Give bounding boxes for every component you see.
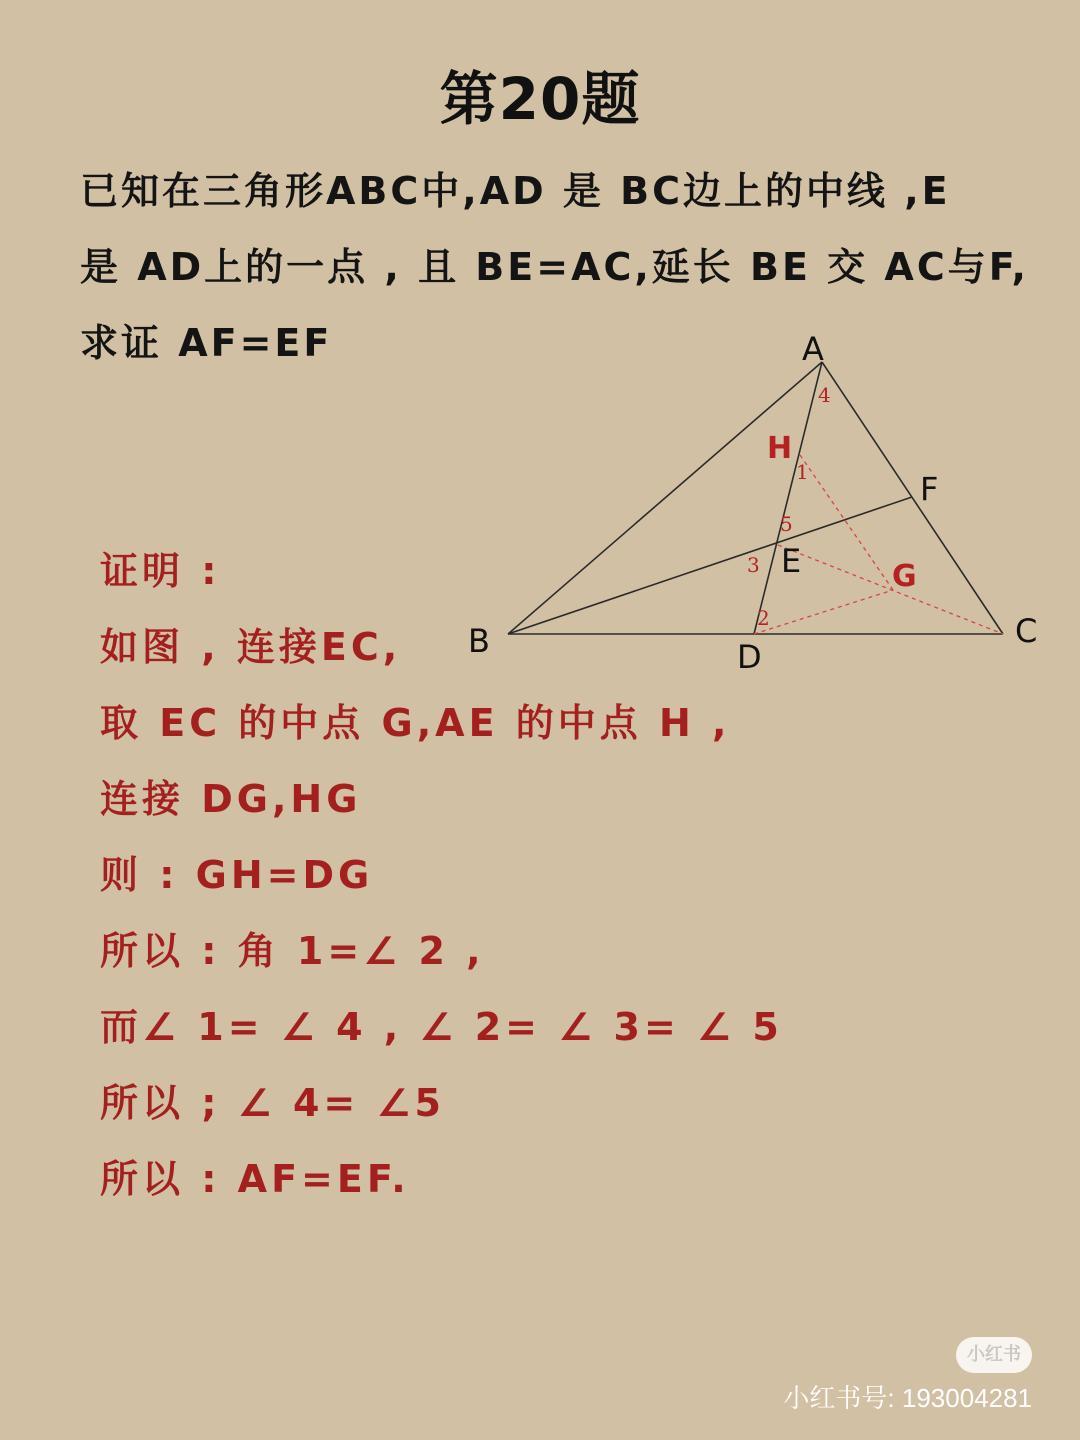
- angle-label-4: 4: [818, 383, 831, 407]
- problem-line-1: 已知在三角形ABC中,AD 是 BC边上的中线 ,E: [80, 169, 951, 213]
- angle-label-5: 5: [780, 512, 793, 536]
- angle-label-1: 1: [796, 460, 809, 484]
- segment-hg: [800, 455, 893, 590]
- proof-line-3: 取 EC 的中点 G,AE 的中点 H ,: [100, 701, 731, 745]
- problem-line-2: 是 AD上的一点 , 且 BE=AC,延长 BE 交 AC与F,: [80, 245, 1029, 289]
- label-point-c: C: [1015, 612, 1038, 650]
- watermark-badge: 小红书: [956, 1337, 1032, 1373]
- label-point-g: G: [892, 559, 917, 594]
- proof-line-6: 所以 : 角 1=∠ 2 ,: [100, 929, 485, 973]
- label-point-b: B: [468, 622, 490, 660]
- label-point-h: H: [767, 431, 793, 466]
- angle-label-3: 3: [747, 553, 760, 577]
- segment-ad: [754, 362, 822, 634]
- segment-ab: [508, 362, 822, 634]
- watermark-id: 小红书号: 193004281: [783, 1383, 1032, 1413]
- proof-line-4: 连接 DG,HG: [100, 777, 362, 821]
- proof-line-7: 而∠ 1= ∠ 4 , ∠ 2= ∠ 3= ∠ 5: [100, 1005, 783, 1049]
- proof-line-1: 证明 :: [100, 549, 221, 593]
- proof-line-8: 所以 ; ∠ 4= ∠5: [100, 1081, 445, 1125]
- angle-label-2: 2: [757, 606, 770, 630]
- label-point-e: E: [781, 542, 802, 580]
- segment-dg: [754, 590, 893, 634]
- proof-line-2: 如图 , 连接EC,: [100, 625, 402, 669]
- label-point-d: D: [737, 638, 762, 676]
- label-point-f: F: [920, 470, 939, 508]
- problem-line-3: 求证 AF=EF: [80, 321, 333, 365]
- segment-bf: [508, 497, 912, 634]
- page-title: 第20题: [439, 65, 641, 133]
- segment-ec: [778, 545, 1003, 634]
- proof-line-5: 则 : GH=DG: [100, 853, 374, 897]
- label-point-a: A: [802, 330, 824, 368]
- proof-line-9: 所以 : AF=EF.: [100, 1157, 410, 1201]
